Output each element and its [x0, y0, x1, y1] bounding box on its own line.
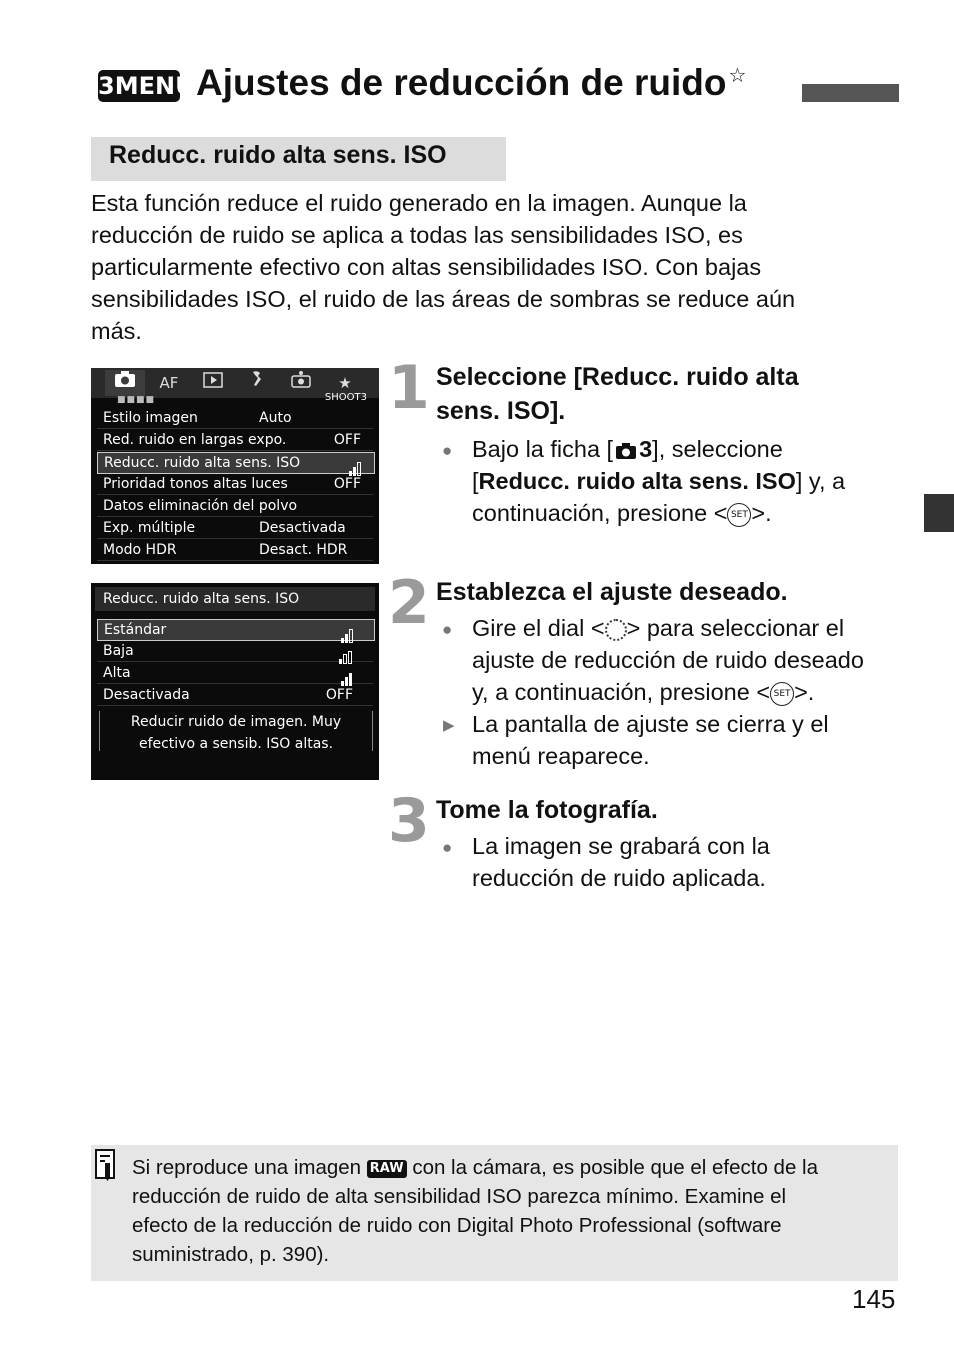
- step-bullet: [472, 612, 912, 708]
- result-line: La pantalla de ajuste se cierra y el: [472, 711, 829, 737]
- star-icon: ☆: [728, 64, 747, 87]
- intro-paragraph: [91, 187, 891, 347]
- step-title: Tome la fotografía.: [436, 796, 658, 824]
- option-row: [97, 663, 373, 684]
- menu-badge: [98, 70, 195, 102]
- setting-screen-title: Reducc. ruido alta sens. ISO: [103, 591, 300, 607]
- note-line: suministrado, p. 390).: [132, 1243, 330, 1266]
- option-label: Desactivada: [103, 687, 190, 703]
- page-title-text: Ajustes de reducción de ruido: [196, 62, 727, 103]
- menu-row-label: Red. ruido en largas expo.: [103, 432, 287, 448]
- option-row: [97, 641, 373, 662]
- set-button-icon: SET: [727, 503, 751, 527]
- text-run: Gire el dial <: [472, 615, 605, 641]
- bullet-icon: ●: [442, 620, 453, 639]
- intro-line: sensibilidades ISO, el ruido de las áreas de sombras se reduce aún: [91, 286, 796, 312]
- bullet-line: ajuste de reducción de ruido deseado: [472, 647, 864, 673]
- bullet-line: reducción de ruido aplicada.: [472, 865, 766, 891]
- step-title: [436, 360, 896, 428]
- option-row-selected: [97, 619, 375, 641]
- menu-row-value: Auto: [259, 410, 292, 426]
- note-icon: [93, 1148, 119, 1187]
- badge-menu-label: MENU: [114, 72, 195, 100]
- bullet-icon: ●: [442, 441, 453, 460]
- text-run: >.: [751, 500, 772, 526]
- menu-row-label: Estilo imagen: [103, 410, 198, 426]
- intro-line: reducción de ruido se aplica a todas las sensibilidades ISO, es: [91, 222, 743, 248]
- tab-number: 3: [639, 436, 653, 462]
- note-line: [132, 1153, 887, 1182]
- star-tab-icon: ★: [338, 374, 352, 392]
- option-label: Alta: [103, 665, 131, 681]
- chapter-side-tab: [924, 494, 954, 532]
- menu-row-label: Modo HDR: [103, 542, 177, 558]
- step-result: [472, 708, 912, 772]
- text-run: y, a continuación, presione <: [472, 679, 771, 705]
- intro-line: más.: [91, 318, 142, 344]
- menu-row: [97, 474, 373, 495]
- step-title-line: Seleccione [Reducc. ruido alta: [436, 363, 799, 391]
- raw-icon: RAW: [367, 1160, 407, 1178]
- arrow-icon: ▶: [443, 717, 455, 734]
- menu-row-value: Desactivada: [259, 520, 346, 536]
- title-rule: [802, 84, 899, 102]
- page-number: 145: [852, 1284, 896, 1314]
- menu-row-value: Desact. HDR: [259, 542, 348, 558]
- description-line: efectivo a sensib. ISO altas.: [138, 736, 334, 752]
- text-run: > para seleccionar el: [626, 615, 845, 641]
- tab-code: SHOOT3: [324, 392, 367, 403]
- menu-row-value: OFF: [333, 432, 361, 448]
- text-run: Bajo la ficha [: [472, 436, 614, 462]
- text-run: >.: [794, 679, 815, 705]
- step-number: 2: [388, 568, 430, 638]
- option-label: Estándar: [104, 622, 167, 638]
- step-title: Establezca el ajuste deseado.: [436, 578, 788, 606]
- dial-icon: [605, 619, 627, 641]
- level-bars-icon: [349, 456, 362, 476]
- page-title: [196, 62, 746, 104]
- menu-row-label: Prioridad tonos altas luces: [103, 476, 288, 492]
- wrench-tab-icon: [237, 370, 277, 396]
- custom-camera-tab-icon: [281, 370, 321, 396]
- note-text: [132, 1153, 887, 1269]
- note-line: efecto de la reducción de ruido con Digital Photo Professional (software: [132, 1214, 782, 1237]
- bullet-line: [472, 676, 912, 708]
- text-run: [: [472, 468, 479, 494]
- menu-tab-bar: [91, 368, 379, 405]
- bullet-line: [472, 497, 912, 529]
- camera-tab-icon: [105, 370, 145, 396]
- bullet-icon: ●: [442, 838, 453, 857]
- step-bullet: [472, 433, 912, 529]
- bullet-line: [472, 433, 912, 465]
- camera-icon: [615, 442, 637, 460]
- step-number: 1: [388, 353, 430, 423]
- step-bullet: [472, 830, 912, 894]
- section-title: Reducc. ruido alta sens. ISO: [109, 141, 447, 169]
- option-row: [97, 685, 373, 706]
- camera-setting-screen: [91, 583, 379, 780]
- menu-row: [97, 430, 373, 451]
- badge-number: 3: [98, 72, 115, 100]
- bullet-line: [472, 465, 912, 497]
- menu-row-label: Exp. múltiple: [103, 520, 196, 536]
- level-bars-icon: [341, 666, 353, 686]
- menu-row-label: Reducc. ruido alta sens. ISO: [104, 455, 301, 471]
- text-run: ], seleccione: [652, 436, 783, 462]
- text-run: Si reproduce una imagen: [132, 1156, 362, 1179]
- menu-row: [97, 408, 373, 429]
- step-number: 3: [388, 786, 430, 856]
- intro-line: particularmente efectivo con altas sensibilidades ISO. Con bajas: [91, 254, 762, 280]
- set-button-icon: SET: [770, 682, 794, 706]
- bullet-line: [472, 612, 912, 644]
- play-tab-icon: [193, 370, 233, 396]
- menu-item-name: Reducc. ruido alta sens. ISO: [478, 468, 796, 494]
- menu-row: [97, 540, 373, 561]
- result-line: menú reaparece.: [472, 743, 650, 769]
- text-run: con la cámara, es posible que el efecto de la: [412, 1156, 819, 1179]
- menu-row-label: Datos eliminación del polvo: [103, 498, 298, 514]
- text-run: continuación, presione <: [472, 500, 728, 526]
- af-tab: AF: [159, 374, 179, 392]
- level-bars-icon: [341, 623, 354, 643]
- menu-row-selected: [97, 452, 375, 474]
- menu-row: [97, 496, 373, 517]
- step-title-line: sens. ISO].: [436, 397, 566, 425]
- option-description: [99, 711, 373, 751]
- intro-line: Esta función reduce el ruido generado en la imagen. Aunque la: [91, 190, 747, 216]
- camera-menu-screen: [91, 368, 379, 564]
- menu-row-value: OFF: [333, 476, 361, 492]
- menu-row: [97, 518, 373, 539]
- option-value: OFF: [325, 687, 353, 703]
- setting-screen-header: [95, 587, 375, 611]
- text-run: ] y, a: [795, 468, 846, 494]
- option-label: Baja: [103, 643, 134, 659]
- tab-page-dots: ■■■■: [117, 395, 156, 405]
- note-line: reducción de ruido de alta sensibilidad ISO parezca mínimo. Examine el: [132, 1185, 787, 1208]
- description-line: Reducir ruido de imagen. Muy: [130, 714, 342, 730]
- level-bars-icon: [339, 644, 353, 664]
- bullet-line: La imagen se grabará con la: [472, 833, 770, 859]
